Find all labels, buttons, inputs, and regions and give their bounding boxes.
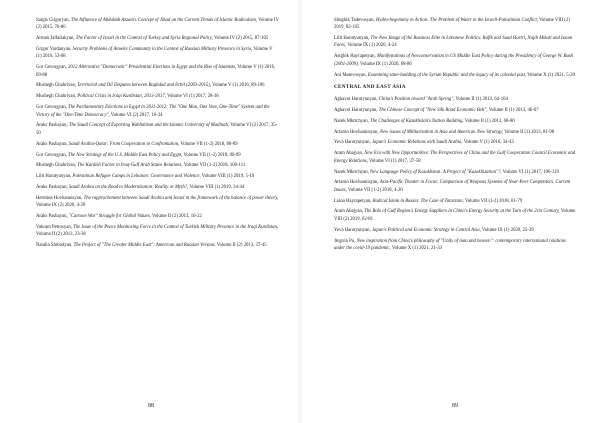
bibliography-entry bbox=[334, 17, 577, 32]
entry-citation: Volume IX (1) 2020, 4-24 bbox=[347, 43, 397, 49]
entry-author: Lilit Harutyunyan, bbox=[36, 174, 72, 180]
bibliography-entry bbox=[36, 224, 279, 239]
page-number-right: 89 bbox=[452, 403, 458, 409]
bibliography-entry bbox=[36, 17, 279, 32]
entry-author: Aram Abajyan, bbox=[334, 209, 364, 215]
entry-citation: Volume VII (1-2) 2018, 4-20 bbox=[347, 187, 403, 193]
entry-citation: Volume II (2) 2013, 23-36 bbox=[36, 232, 86, 238]
bibliography-entry bbox=[334, 198, 577, 205]
entry-citation: Volume IX (1) 2020, 68-86 bbox=[360, 61, 412, 67]
entry-author: Artaron Hovhannisyan, bbox=[334, 129, 379, 135]
entry-title: Examining state-building of the Syrian Republic and the legacy of its colonial past, bbox=[367, 72, 527, 78]
entry-title: "Cartoon War" Struggle for Global Values, bbox=[68, 214, 151, 220]
entry-citation: Volume VI (2) 2017, 16-34 bbox=[110, 112, 163, 118]
bibliography-entry bbox=[334, 139, 577, 146]
bibliography-entry bbox=[36, 195, 279, 210]
entry-citation: Volume VI (1) 2017, 37-58 bbox=[368, 158, 421, 164]
entry-title: Manifestations of Neoconservatism in US Middle East Policy during the Presidency of George W. Bush (2001-2009), bbox=[334, 54, 574, 67]
entry-author: Sargis Grigoryan, bbox=[36, 18, 70, 23]
entry-citation: Volume IX (1) 2020, 25-39 bbox=[481, 227, 534, 233]
entry-title: The Role of Gulf Region's Energy Suppliers in China's Energy Security at the Turn of the 21st Century, bbox=[364, 209, 560, 215]
bibliography-entry bbox=[334, 208, 577, 223]
bibliography-entry bbox=[334, 179, 577, 194]
entry-author: Liana Hayrapetyan, bbox=[334, 198, 372, 204]
bibliography-entry bbox=[334, 238, 577, 253]
bibliography-entry bbox=[36, 82, 279, 89]
bibliography-entry bbox=[36, 242, 279, 249]
entry-citation: Volume IV (2) 2015, 76-86 bbox=[36, 18, 279, 31]
entry-author: Artaron Hovhannisyan, bbox=[334, 180, 379, 186]
bibliography-entry bbox=[334, 150, 577, 165]
entry-title: The Kurdish Factor in Iraq-Gulf Arab States Relations, bbox=[77, 163, 183, 169]
entry-title: Territorial and Oil Disputes between Baghdad and Erbil (2003-2015), bbox=[77, 83, 212, 89]
bibliography-entry bbox=[334, 169, 577, 176]
entry-title: Japan's Political and Economic Strategy in Central Asia, bbox=[371, 227, 481, 233]
entry-title: 2012 Alternative "Democratic" Presidential Elections in Egypt and the Rise of Islamists, bbox=[67, 65, 237, 71]
entry-title: Hydro-hegemony in Action: The Problem of Water in the Israeli-Palestinian Conflict, bbox=[375, 18, 538, 23]
entry-author: Lilit Harutyunyan, bbox=[334, 36, 370, 42]
entry-title: The Chinese Concept of "New Silk Road Economic Belt", bbox=[378, 107, 488, 113]
entry-title: Asia-Pacific Theater in Focus: Comparison of Weapons Systems of Near-Peer Competitors. Current Issues, bbox=[334, 180, 571, 193]
entry-citation: Volume IV (2) 2015, 87-105 bbox=[214, 36, 269, 42]
entry-author: Aghavni Harutyunyan, bbox=[334, 96, 378, 102]
bibliography-entry bbox=[36, 213, 279, 220]
bibliography-entry bbox=[334, 227, 577, 234]
entry-author: Astghik Hayrapetyan, bbox=[334, 54, 376, 60]
entry-title: Political Crisis in Iraqi Kurdistan, 2013-2017, bbox=[77, 94, 166, 100]
entry-citation: Volume V (1) 2016, 34-43 bbox=[463, 140, 514, 146]
entry-title: The rapprochement between Saudi Arabia and Israel in the framework of the balance of power theory, bbox=[83, 196, 279, 202]
entry-title: Radical Islam in Russia: The Case of Tatarstan, bbox=[372, 198, 464, 204]
entry-citation: Volume VI (1) 2017, 106-119 bbox=[502, 169, 559, 175]
bibliography-entry bbox=[334, 118, 577, 125]
bibliography-entry bbox=[334, 129, 577, 136]
entry-citation: Volume VII (1-2) 2018, 80-89 bbox=[180, 141, 238, 147]
entry-author: Narek Mkrtchyan, bbox=[334, 169, 369, 175]
entry-title: The New Strategy of the U.S. Middle East Policy and Egypt, bbox=[67, 152, 183, 158]
entry-author: Araks Pashayan, bbox=[36, 141, 68, 147]
entry-author: Araks Pashayan, bbox=[36, 185, 68, 191]
bibliography-entry bbox=[334, 96, 577, 103]
bibliography-entry bbox=[36, 46, 279, 61]
entry-title: New Language Policy of Kazakhstan: A Project of "Kazakhization"?, bbox=[370, 169, 502, 175]
entry-title: New inspiration from China's philosophy of "Unity of man and heaven": contemporary international relations under the covid-19 pandemic, bbox=[334, 238, 566, 251]
entry-author: Shoghik Tadevosyan, bbox=[334, 18, 375, 23]
entry-title: The Challenges of Kazakhstan's Nation Building, bbox=[370, 118, 464, 124]
entry-title: New issues of Militarization in Asia and American New Strategy, bbox=[379, 129, 504, 135]
entry-author: Vahram Petrosyan, bbox=[36, 225, 72, 231]
entry-author: Natalia Slobodyan, bbox=[36, 243, 73, 249]
entry-citation: Volume VII (1-2) 2018, 90-99 bbox=[183, 152, 241, 158]
bibliography-entry bbox=[36, 64, 279, 79]
entry-author: Gor Gevorgyan, bbox=[36, 152, 67, 158]
bibliography-entry bbox=[36, 93, 279, 100]
entry-citation: Volume II (1) 2013, 64-104 bbox=[455, 96, 508, 102]
entry-citation: Volume IX (2) 2020, 4-29 bbox=[36, 203, 86, 209]
entry-author: Jingxin Pu, bbox=[334, 238, 356, 244]
entry-citation: Volume VIII (2) 2019, 82-105 bbox=[334, 18, 570, 31]
entry-author: Mushegh Ghahriyan, bbox=[36, 83, 77, 89]
entry-citation: Volume II (1) 2013, 46-67 bbox=[488, 107, 539, 113]
entry-title: The Project of "The Greater Middle East": American and Russian Version, bbox=[73, 243, 216, 249]
entry-author: Gor Gevorgyan, bbox=[36, 65, 67, 71]
entry-citation: Volume V (1) 2016, 53-68 bbox=[36, 47, 273, 60]
right-page-column bbox=[334, 17, 577, 256]
entry-citation: Volume II (2) 2013, 37-45 bbox=[216, 243, 267, 249]
bibliography-entry bbox=[334, 72, 577, 79]
bibliography-entry bbox=[36, 173, 279, 180]
entry-author: Aghavni Harutyunyan, bbox=[334, 107, 378, 113]
section-heading: CENTRAL AND EAST ASIA bbox=[334, 83, 406, 90]
entry-title: The Factor of Israel in the Context of Turkey and Syria Regional Policy, bbox=[75, 36, 214, 42]
bibliography-entry bbox=[334, 53, 577, 68]
entry-author: Yeva Harutyunyan, bbox=[334, 140, 371, 146]
bibliography-entry bbox=[36, 152, 279, 159]
entry-citation: Volume V (1) 2016, 69-88 bbox=[36, 65, 276, 78]
entry-title: Japan's Economic Relations with Saudi Arabia, bbox=[371, 140, 463, 146]
entry-author: Hermine Hovhannisyan, bbox=[36, 196, 83, 202]
entry-citation: Volume VIII (1) 2019, 34-44 bbox=[189, 185, 245, 191]
entry-citation: Volume VIII (1) 2019, 5-19 bbox=[201, 174, 255, 180]
entry-author: Narek Mkrtchyan, bbox=[334, 118, 369, 124]
entry-author: Aram Abajyan, bbox=[334, 151, 364, 157]
entry-title: Saudi Arabia on the Road to Modernization: Reality or Myth?, bbox=[68, 185, 189, 191]
bibliography-entry bbox=[36, 35, 279, 42]
right-page bbox=[300, 0, 600, 423]
entry-author: Armen Jalfaliakyan, bbox=[36, 36, 75, 42]
entry-author: Ani Matevosyan, bbox=[334, 72, 367, 78]
left-page-column bbox=[36, 17, 279, 253]
entry-author: Araks Pashayan, bbox=[36, 123, 68, 129]
bibliography-entry bbox=[334, 107, 577, 114]
bibliography-entry bbox=[334, 35, 577, 50]
entry-author: Grigor Vardanyan, bbox=[36, 47, 72, 53]
bibliography-entry bbox=[36, 141, 279, 148]
entry-citation: Volume VI (2) 2017, 35-50 bbox=[36, 123, 278, 136]
entry-title: Security Problems of Alawite Community in the Context of Russian Military Presence in Syria, bbox=[72, 47, 253, 53]
bibliography-entry bbox=[36, 162, 279, 169]
entry-citation: Volume VII (1-2) 2018, 100-111 bbox=[183, 163, 246, 169]
entry-author: Mushegh Ghahriyan, bbox=[36, 163, 77, 169]
entry-citation: Volume X (1) 2021, 21-33 bbox=[391, 245, 443, 251]
entry-title: The Issue of the Peace Monitoring Force in the Context of Turkish Military Presence in the Iraqi Kurdistan, bbox=[73, 225, 279, 231]
entry-title: The New Image of the Business Elite in Lebanese Politics: Rafik and Saad Hariri, Najib Mikati and Issam Fares, bbox=[334, 36, 573, 49]
bibliography-entry bbox=[36, 122, 279, 137]
entry-title: The Saudi Concept of Exporting Wahhabism and the Islamic University of Madinah, bbox=[68, 123, 230, 129]
entry-author: Yeva Harutyunyan, bbox=[334, 227, 371, 233]
entry-title: The Influence of Abdullah Azzam's Concept of Jihad on the Current Trends of Islamic Radicalism, bbox=[70, 18, 257, 23]
entry-title: New Era with New Opportunities: The Perspectives of China and the Gulf Cooperation Council Economic and Energy Relations, bbox=[334, 151, 576, 164]
entry-author: Gor Gevorgyan, bbox=[36, 105, 67, 111]
page-number-left: 88 bbox=[148, 403, 154, 409]
entry-citation: Volume X (1) 2021, 5-20 bbox=[527, 72, 576, 78]
entry-title: Palestinian Refugee Camps in Lebanon: Governance and Violence, bbox=[72, 174, 201, 180]
entry-citation: Volume II (1) 2013, 68-80 bbox=[464, 118, 515, 124]
entry-citation: Volume II (2) 2013, 10-22 bbox=[151, 214, 202, 220]
bibliography-entry bbox=[36, 104, 279, 119]
entry-author: Araks Pashayan, bbox=[36, 214, 68, 220]
entry-title: The Parliamentary Elections in Egypt in 2011-2012: The "One Man, One Vote, One-Time" System and the Victory of the "One-Time Democracy", bbox=[36, 105, 270, 118]
entry-title: China's Position toward "Arab Spring", bbox=[378, 96, 455, 102]
entry-citation: Volume V (1) 2016, 89-106 bbox=[212, 83, 265, 89]
entry-title: Saudi Arabia-Qatar: From Cooperation to Confrontation, bbox=[68, 141, 180, 147]
entry-citation: Volume VII (1-2) 2018, 61-79 bbox=[464, 198, 523, 204]
entry-citation: Volume II (1) 2013, 81-98 bbox=[504, 129, 555, 135]
entry-author: Mushegh Ghahriyan, bbox=[36, 94, 77, 100]
entry-citation: Volume VIII (2) 2019, 62-81 bbox=[334, 209, 576, 222]
bibliography-entry bbox=[36, 184, 279, 191]
entry-citation: Volume VI (1) 2017, 28-36 bbox=[167, 94, 219, 100]
